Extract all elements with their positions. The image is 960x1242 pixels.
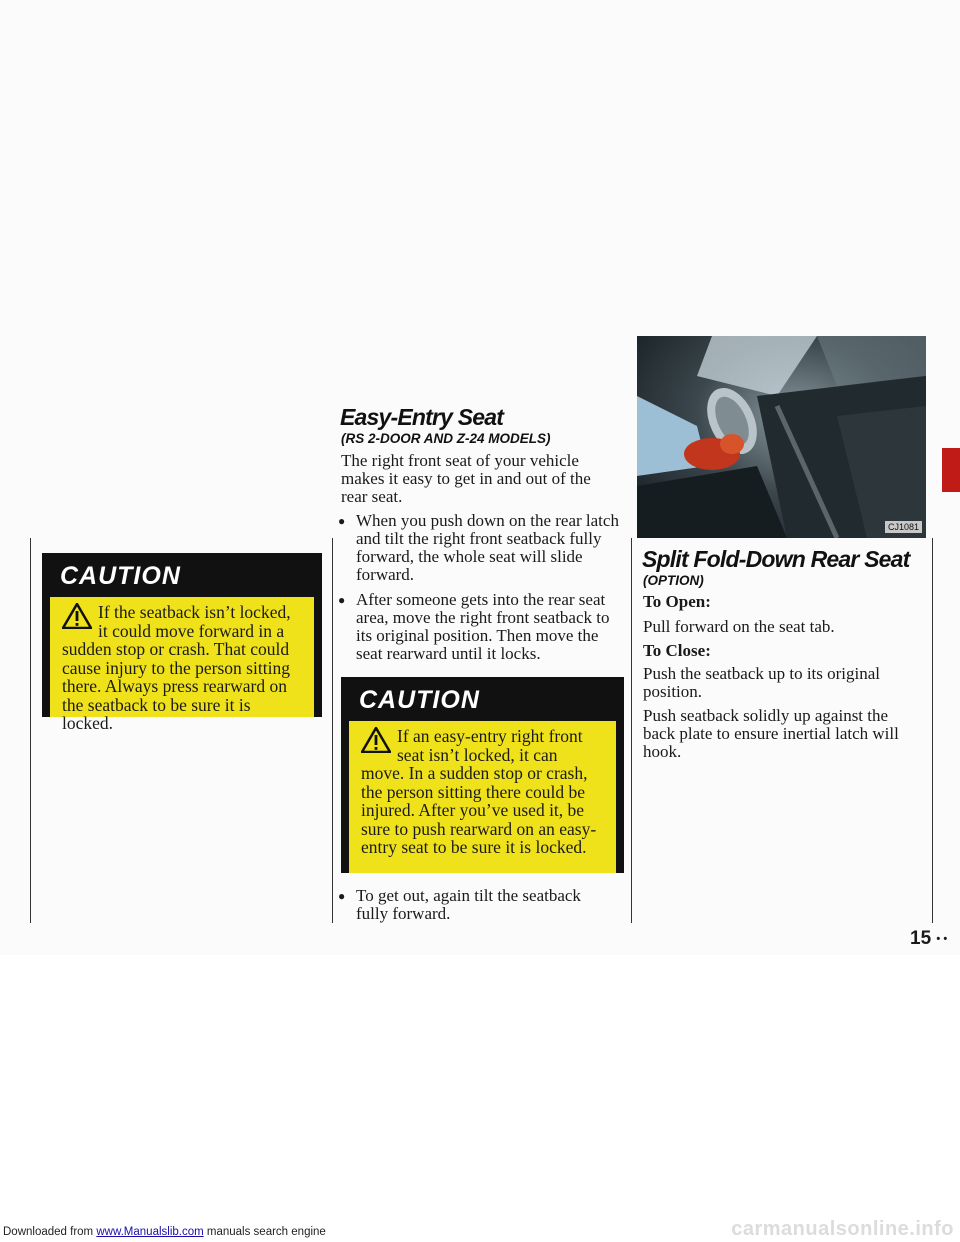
split-seat-heading: Split Fold-Down Rear Seat [642,546,910,572]
to-close-text-1: Push the seatback up to its original position. [643,664,881,701]
warning-triangle-icon [361,727,391,753]
section-tab-marker [942,448,960,492]
photo-illustration [637,336,926,538]
caution-text-block [349,721,616,873]
footer-suffix: manuals search engine [203,1226,326,1238]
photo-id-tag: CJ1081 [885,521,922,533]
caution-title: CAUTION [60,562,181,590]
warning-triangle-icon [62,603,92,629]
caution-text: If an easy-entry right front seat isn’t locked, it can move. In a sudden stop or crash, the person sitting there could be injured. After you’ve used it, be sure to push rearward on an easy-entry seat to be sure it is locked. [361,726,597,857]
page-number-dots: • • [936,932,948,945]
caution-title: CAUTION [359,686,480,714]
download-footer [3,1226,326,1238]
to-close-text-2: Push seatback solidly up against the back plate to ensure inertial latch will hook. [643,706,899,761]
left-caution-box [42,553,322,733]
to-close-label: To Close: [643,641,711,660]
page-number-value: 15 [910,928,932,949]
manualslib-link[interactable]: www.Manualslib.com [96,1226,204,1238]
column-rule-middle [332,538,333,923]
easy-entry-heading: Easy-Entry Seat [340,404,504,430]
column-rule-left [30,538,31,923]
page-number [910,928,947,950]
footer-prefix: Downloaded from [3,1226,97,1238]
easy-entry-intro: The right front seat of your vehicle makes it easy to get in and out of the rear seat. [341,451,591,506]
easy-entry-caution-box [341,677,624,873]
easy-entry-subheading: (RS 2-DOOR AND Z-24 MODELS) [341,431,551,446]
easy-entry-bullet-2: ● After someone gets into the rear seat area, move the right front seatback to its original position. Then move the seat rearward until it locks. [338,591,620,663]
easy-entry-bullet-3: ● To get out, again tilt the seatback fully forward. [338,887,608,923]
rear-seat-photo [637,336,926,538]
column-rule-far-right [932,538,933,923]
site-watermark: carmanualsonline.info [731,1218,954,1240]
split-seat-subheading: (OPTION) [643,573,704,588]
easy-entry-bullet-1: ● When you push down on the rear latch and tilt the right front seatback fully forward, the whole seat will slide forward. [338,512,628,584]
column-rule-right [631,538,632,923]
to-open-text: Pull forward on the seat tab. [643,617,835,636]
to-open-label: To Open: [643,592,711,611]
caution-text: If the seatback isn’t locked, it could move forward in a sudden stop or crash. That could cause injury to the person sitting there. Always press rearward on the seatback to be sure it is locked. [62,602,291,733]
caution-text-block [50,597,314,733]
